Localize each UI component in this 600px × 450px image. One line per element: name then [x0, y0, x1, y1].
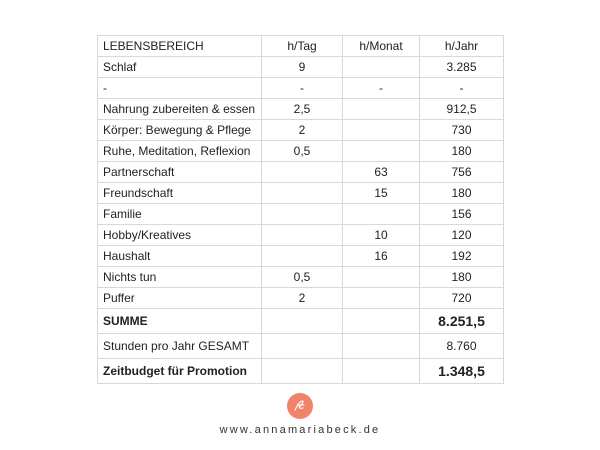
header-lebensbereich: LEBENSBEREICH	[98, 36, 262, 57]
row-label: SUMME	[98, 309, 262, 334]
cell-h-tag: 9	[262, 57, 343, 78]
cell-h-tag	[262, 334, 343, 359]
table-row	[98, 78, 504, 99]
table-row	[98, 141, 504, 162]
row-label: Haushalt	[98, 246, 262, 267]
row-label: Schlaf	[98, 57, 262, 78]
cell-h-tag: 2	[262, 120, 343, 141]
table-row	[98, 267, 504, 288]
row-label: Stunden pro Jahr GESAMT	[98, 334, 262, 359]
cell-h-jahr: 180	[420, 141, 504, 162]
row-label: Zeitbudget für Promotion	[98, 359, 262, 384]
sum-row	[98, 309, 504, 334]
cell-h-monat	[343, 288, 420, 309]
cell-h-jahr: 756	[420, 162, 504, 183]
table-header-row	[98, 36, 504, 57]
cell-h-monat	[343, 99, 420, 120]
header-h-tag: h/Tag	[262, 36, 343, 57]
cell-h-jahr: 912,5	[420, 99, 504, 120]
cell-h-jahr: 120	[420, 225, 504, 246]
cell-h-tag	[262, 309, 343, 334]
cell-h-tag: 2,5	[262, 99, 343, 120]
cell-h-monat: -	[343, 78, 420, 99]
time-budget-table	[97, 35, 504, 384]
cell-h-monat	[343, 120, 420, 141]
cell-h-monat	[343, 359, 420, 384]
table-row	[98, 120, 504, 141]
cell-h-monat	[343, 204, 420, 225]
cell-h-jahr: 8.251,5	[420, 309, 504, 334]
cell-h-monat: 63	[343, 162, 420, 183]
cell-h-tag: 0,5	[262, 141, 343, 162]
cell-h-monat	[343, 141, 420, 162]
row-label: Ruhe, Meditation, Reflexion	[98, 141, 262, 162]
cell-h-jahr: 156	[420, 204, 504, 225]
signature-logo-icon	[287, 393, 313, 419]
cell-h-monat: 16	[343, 246, 420, 267]
cell-h-jahr: -	[420, 78, 504, 99]
row-label: Körper: Bewegung & Pflege	[98, 120, 262, 141]
cell-h-jahr: 180	[420, 183, 504, 204]
row-label: -	[98, 78, 262, 99]
cell-h-tag	[262, 183, 343, 204]
cell-h-monat: 15	[343, 183, 420, 204]
cell-h-tag	[262, 162, 343, 183]
website-url: www.annamariabeck.de	[219, 424, 381, 436]
cell-h-jahr: 730	[420, 120, 504, 141]
cell-h-jahr: 1.348,5	[420, 359, 504, 384]
table-row	[98, 225, 504, 246]
cell-h-jahr: 192	[420, 246, 504, 267]
cell-h-monat	[343, 334, 420, 359]
cell-h-monat	[343, 57, 420, 78]
cell-h-tag	[262, 359, 343, 384]
table-row	[98, 246, 504, 267]
row-label: Partnerschaft	[98, 162, 262, 183]
cell-h-jahr: 180	[420, 267, 504, 288]
table-row	[98, 162, 504, 183]
cell-h-monat	[343, 267, 420, 288]
cell-h-tag	[262, 225, 343, 246]
row-label: Nahrung zubereiten & essen	[98, 99, 262, 120]
row-label: Puffer	[98, 288, 262, 309]
table-row	[98, 99, 504, 120]
cell-h-jahr: 720	[420, 288, 504, 309]
header-h-jahr: h/Jahr	[420, 36, 504, 57]
cell-h-jahr: 8.760	[420, 334, 504, 359]
row-label: Hobby/Kreatives	[98, 225, 262, 246]
table-row	[98, 183, 504, 204]
cell-h-tag	[262, 204, 343, 225]
row-label: Familie	[98, 204, 262, 225]
row-label: Freundschaft	[98, 183, 262, 204]
table-row	[98, 57, 504, 78]
row-label: Nichts tun	[98, 267, 262, 288]
cell-h-tag	[262, 246, 343, 267]
cell-h-jahr: 3.285	[420, 57, 504, 78]
cell-h-monat: 10	[343, 225, 420, 246]
promotion-budget-row	[98, 359, 504, 384]
table-row	[98, 204, 504, 225]
cell-h-tag: 0,5	[262, 267, 343, 288]
table-row	[98, 288, 504, 309]
cell-h-monat	[343, 309, 420, 334]
total-hours-row	[98, 334, 504, 359]
header-h-monat: h/Monat	[343, 36, 420, 57]
cell-h-tag: -	[262, 78, 343, 99]
cell-h-tag: 2	[262, 288, 343, 309]
